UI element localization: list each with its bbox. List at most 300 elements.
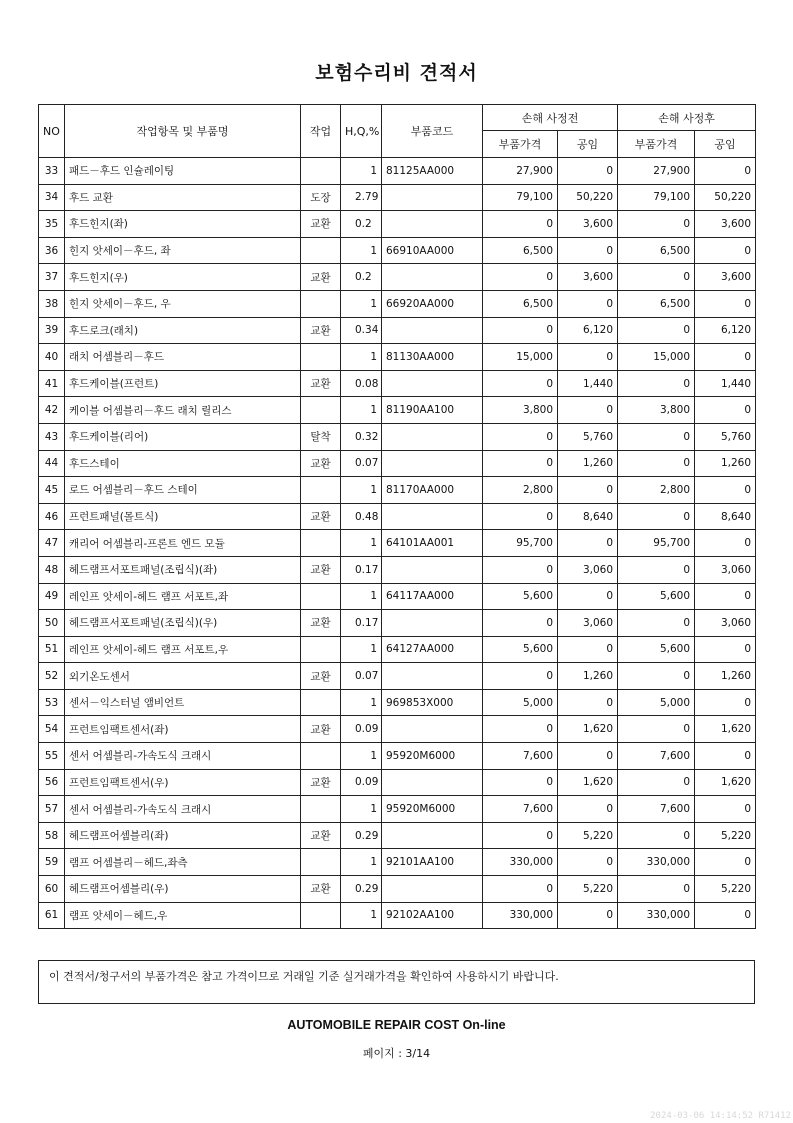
row-after-part-price: 0 <box>618 370 695 397</box>
row-after-part-price: 330,000 <box>618 849 695 876</box>
header-code: 부품코드 <box>382 105 483 158</box>
row-item-name: 힌지 앗세이－후드, 좌 <box>65 237 301 264</box>
row-before-labor: 0 <box>558 237 618 264</box>
row-hq: 0.09 <box>341 716 382 743</box>
row-item-name: 센서 어셈블리-가속도식 크래시 <box>65 743 301 770</box>
row-no: 59 <box>39 849 65 876</box>
row-before-part-price: 5,600 <box>483 583 558 610</box>
row-before-part-price: 0 <box>483 663 558 690</box>
row-no: 48 <box>39 556 65 583</box>
table-row <box>39 397 756 424</box>
row-no: 39 <box>39 317 65 344</box>
row-part-code: 969853X000 <box>382 689 483 716</box>
row-before-labor: 0 <box>558 849 618 876</box>
row-part-code <box>382 184 483 211</box>
row-before-labor: 5,220 <box>558 876 618 903</box>
row-work-type <box>301 290 341 317</box>
row-after-labor: 0 <box>695 743 756 770</box>
row-after-labor: 1,260 <box>695 450 756 477</box>
row-after-part-price: 0 <box>618 423 695 450</box>
row-item-name: 램프 앗세이－헤드,우 <box>65 902 301 929</box>
row-hq: 0.29 <box>341 876 382 903</box>
row-work-type: 교환 <box>301 370 341 397</box>
row-item-name: 로드 어셈블리－후드 스테이 <box>65 477 301 504</box>
table-row <box>39 822 756 849</box>
row-no: 41 <box>39 370 65 397</box>
row-no: 38 <box>39 290 65 317</box>
row-item-name: 레인프 앗세이-헤드 램프 서포트,좌 <box>65 583 301 610</box>
row-before-part-price: 330,000 <box>483 849 558 876</box>
row-after-labor: 5,760 <box>695 423 756 450</box>
row-before-labor: 5,220 <box>558 822 618 849</box>
row-no: 53 <box>39 689 65 716</box>
row-part-code: 81190AA100 <box>382 397 483 424</box>
row-before-part-price: 0 <box>483 769 558 796</box>
row-after-part-price: 5,600 <box>618 636 695 663</box>
row-hq: 1 <box>341 743 382 770</box>
row-part-code <box>382 716 483 743</box>
row-after-part-price: 6,500 <box>618 290 695 317</box>
table-row <box>39 317 756 344</box>
footer-brand: AUTOMOBILE REPAIR COST On-line <box>287 1018 506 1032</box>
row-no: 60 <box>39 876 65 903</box>
row-before-labor: 0 <box>558 902 618 929</box>
row-hq: 1 <box>341 397 382 424</box>
row-after-part-price: 0 <box>618 822 695 849</box>
row-item-name: 래치 어셈블리－후드 <box>65 344 301 371</box>
row-hq: 2.79 <box>341 184 382 211</box>
row-item-name: 캐리어 어셈블리-프론트 엔드 모듈 <box>65 530 301 557</box>
row-no: 56 <box>39 769 65 796</box>
row-before-labor: 50,220 <box>558 184 618 211</box>
row-before-labor: 0 <box>558 158 618 185</box>
row-item-name: 프런트패널(몰트식) <box>65 503 301 530</box>
table-row <box>39 530 756 557</box>
row-work-type <box>301 158 341 185</box>
row-work-type <box>301 849 341 876</box>
row-before-part-price: 7,600 <box>483 796 558 823</box>
row-work-type: 교환 <box>301 716 341 743</box>
row-hq: 1 <box>341 689 382 716</box>
row-after-labor: 6,120 <box>695 317 756 344</box>
row-hq: 0.17 <box>341 610 382 637</box>
row-before-part-price: 0 <box>483 716 558 743</box>
row-work-type: 교환 <box>301 822 341 849</box>
row-part-code: 95920M6000 <box>382 796 483 823</box>
row-work-type: 교환 <box>301 503 341 530</box>
row-before-part-price: 27,900 <box>483 158 558 185</box>
row-before-part-price: 0 <box>483 503 558 530</box>
row-after-labor: 0 <box>695 237 756 264</box>
row-item-name: 후드케이블(리어) <box>65 423 301 450</box>
row-before-part-price: 3,800 <box>483 397 558 424</box>
row-work-type: 교환 <box>301 663 341 690</box>
row-after-labor: 0 <box>695 397 756 424</box>
row-after-labor: 0 <box>695 290 756 317</box>
table-row <box>39 423 756 450</box>
table-row <box>39 450 756 477</box>
row-after-labor: 1,620 <box>695 716 756 743</box>
row-after-labor: 0 <box>695 689 756 716</box>
row-part-code: 64101AA001 <box>382 530 483 557</box>
price-notice: 이 견적서/청구서의 부품가격은 참고 가격이므로 거래일 기준 실거래가격을 확인하여 사용하시기 바랍니다. <box>38 960 755 1004</box>
estimate-table <box>38 104 756 929</box>
row-work-type: 교환 <box>301 556 341 583</box>
row-before-part-price: 0 <box>483 211 558 238</box>
table-row <box>39 370 756 397</box>
row-before-labor: 0 <box>558 344 618 371</box>
row-part-code <box>382 876 483 903</box>
row-after-part-price: 79,100 <box>618 184 695 211</box>
row-hq: 1 <box>341 290 382 317</box>
row-before-part-price: 0 <box>483 317 558 344</box>
row-no: 34 <box>39 184 65 211</box>
row-after-part-price: 0 <box>618 503 695 530</box>
row-before-part-price: 0 <box>483 264 558 291</box>
row-before-labor: 1,440 <box>558 370 618 397</box>
row-part-code: 92101AA100 <box>382 849 483 876</box>
row-no: 55 <box>39 743 65 770</box>
row-hq: 0.48 <box>341 503 382 530</box>
table-row <box>39 237 756 264</box>
header-before-part-price: 부품가격 <box>483 131 558 158</box>
row-after-part-price: 0 <box>618 876 695 903</box>
row-work-type: 교환 <box>301 264 341 291</box>
row-before-part-price: 330,000 <box>483 902 558 929</box>
row-no: 36 <box>39 237 65 264</box>
row-work-type <box>301 636 341 663</box>
row-hq: 0.29 <box>341 822 382 849</box>
row-after-labor: 0 <box>695 583 756 610</box>
row-hq: 0.32 <box>341 423 382 450</box>
row-work-type <box>301 530 341 557</box>
table-row <box>39 583 756 610</box>
table-header <box>39 105 756 158</box>
row-after-part-price: 0 <box>618 317 695 344</box>
table-row <box>39 344 756 371</box>
row-hq: 0.07 <box>341 663 382 690</box>
row-no: 37 <box>39 264 65 291</box>
row-part-code: 81170AA000 <box>382 477 483 504</box>
row-item-name: 램프 어셈블리－헤드,좌측 <box>65 849 301 876</box>
print-timestamp: 2024-03-06 14:14:52 R71412 <box>650 1111 791 1121</box>
row-part-code <box>382 503 483 530</box>
row-before-part-price: 0 <box>483 876 558 903</box>
row-before-labor: 1,260 <box>558 663 618 690</box>
row-after-labor: 0 <box>695 902 756 929</box>
row-no: 51 <box>39 636 65 663</box>
row-work-type: 교환 <box>301 450 341 477</box>
row-before-part-price: 15,000 <box>483 344 558 371</box>
row-before-part-price: 0 <box>483 423 558 450</box>
row-after-labor: 3,600 <box>695 211 756 238</box>
table-row <box>39 902 756 929</box>
row-before-labor: 0 <box>558 583 618 610</box>
row-hq: 1 <box>341 344 382 371</box>
row-before-labor: 0 <box>558 636 618 663</box>
row-work-type: 교환 <box>301 876 341 903</box>
row-after-labor: 0 <box>695 477 756 504</box>
row-part-code <box>382 317 483 344</box>
row-after-part-price: 0 <box>618 769 695 796</box>
row-item-name: 프런트임팩트센서(우) <box>65 769 301 796</box>
row-work-type: 도장 <box>301 184 341 211</box>
row-part-code: 92102AA100 <box>382 902 483 929</box>
row-part-code <box>382 423 483 450</box>
row-item-name: 센서 어셈블리-가속도식 크래시 <box>65 796 301 823</box>
row-before-labor: 1,620 <box>558 769 618 796</box>
row-no: 40 <box>39 344 65 371</box>
row-no: 58 <box>39 822 65 849</box>
row-part-code: 95920M6000 <box>382 743 483 770</box>
row-after-part-price: 2,800 <box>618 477 695 504</box>
row-item-name: 센서－익스터널 앰비언트 <box>65 689 301 716</box>
row-before-labor: 1,620 <box>558 716 618 743</box>
row-after-labor: 0 <box>695 344 756 371</box>
row-part-code: 64117AA000 <box>382 583 483 610</box>
row-before-part-price: 0 <box>483 370 558 397</box>
row-item-name: 헤드램프어셈블리(좌) <box>65 822 301 849</box>
table-row <box>39 610 756 637</box>
row-after-labor: 0 <box>695 849 756 876</box>
table-row <box>39 849 756 876</box>
row-after-part-price: 0 <box>618 663 695 690</box>
row-work-type <box>301 344 341 371</box>
row-after-labor: 50,220 <box>695 184 756 211</box>
row-work-type: 교환 <box>301 317 341 344</box>
row-after-part-price: 0 <box>618 716 695 743</box>
row-before-labor: 0 <box>558 397 618 424</box>
row-no: 61 <box>39 902 65 929</box>
row-item-name: 케이블 어셈블리－후드 래치 릴리스 <box>65 397 301 424</box>
table-row <box>39 796 756 823</box>
row-no: 33 <box>39 158 65 185</box>
table-row <box>39 663 756 690</box>
row-item-name: 후드케이블(프런트) <box>65 370 301 397</box>
row-hq: 1 <box>341 477 382 504</box>
row-work-type: 탈착 <box>301 423 341 450</box>
row-item-name: 헤드램프서포트패널(조립식)(우) <box>65 610 301 637</box>
row-after-part-price: 0 <box>618 211 695 238</box>
document-title: 보험수리비 견적서 <box>315 62 478 84</box>
row-before-part-price: 95,700 <box>483 530 558 557</box>
row-before-labor: 3,060 <box>558 556 618 583</box>
table-row <box>39 769 756 796</box>
row-part-code <box>382 663 483 690</box>
table-row <box>39 689 756 716</box>
table-row <box>39 184 756 211</box>
row-hq: 0.2 <box>341 264 382 291</box>
header-after-part-price: 부품가격 <box>618 131 695 158</box>
row-after-part-price: 95,700 <box>618 530 695 557</box>
row-no: 52 <box>39 663 65 690</box>
row-item-name: 헤드램프어셈블리(우) <box>65 876 301 903</box>
table-row <box>39 716 756 743</box>
row-before-labor: 5,760 <box>558 423 618 450</box>
row-before-part-price: 0 <box>483 450 558 477</box>
row-no: 45 <box>39 477 65 504</box>
row-after-part-price: 15,000 <box>618 344 695 371</box>
row-hq: 0.08 <box>341 370 382 397</box>
row-item-name: 힌지 앗세이－후드, 우 <box>65 290 301 317</box>
row-before-labor: 3,060 <box>558 610 618 637</box>
row-after-labor: 0 <box>695 796 756 823</box>
header-after-labor: 공임 <box>695 131 756 158</box>
row-after-labor: 0 <box>695 530 756 557</box>
row-before-labor: 0 <box>558 290 618 317</box>
header-hq: H,Q,% <box>341 105 382 158</box>
row-no: 57 <box>39 796 65 823</box>
row-after-labor: 5,220 <box>695 876 756 903</box>
table-row <box>39 290 756 317</box>
row-before-labor: 1,260 <box>558 450 618 477</box>
table-row <box>39 636 756 663</box>
row-before-part-price: 7,600 <box>483 743 558 770</box>
row-item-name: 헤드램프서포트패널(조립식)(좌) <box>65 556 301 583</box>
table-row <box>39 158 756 185</box>
row-item-name: 후드로크(래치) <box>65 317 301 344</box>
row-after-labor: 8,640 <box>695 503 756 530</box>
row-before-part-price: 0 <box>483 556 558 583</box>
table-row <box>39 556 756 583</box>
header-no: NO <box>39 105 65 158</box>
table-row <box>39 743 756 770</box>
row-before-part-price: 5,600 <box>483 636 558 663</box>
row-work-type: 교환 <box>301 610 341 637</box>
row-after-labor: 0 <box>695 636 756 663</box>
row-hq: 1 <box>341 796 382 823</box>
row-before-part-price: 2,800 <box>483 477 558 504</box>
row-work-type <box>301 583 341 610</box>
row-part-code <box>382 610 483 637</box>
row-part-code: 66910AA000 <box>382 237 483 264</box>
row-hq: 1 <box>341 902 382 929</box>
row-after-labor: 3,060 <box>695 610 756 637</box>
row-item-name: 후드 교환 <box>65 184 301 211</box>
header-before-labor: 공임 <box>558 131 618 158</box>
row-after-part-price: 5,000 <box>618 689 695 716</box>
header-work: 작업 <box>301 105 341 158</box>
row-before-labor: 0 <box>558 689 618 716</box>
row-after-part-price: 0 <box>618 610 695 637</box>
row-no: 46 <box>39 503 65 530</box>
row-after-labor: 1,260 <box>695 663 756 690</box>
row-before-part-price: 6,500 <box>483 237 558 264</box>
row-after-labor: 3,060 <box>695 556 756 583</box>
row-work-type: 교환 <box>301 769 341 796</box>
row-after-labor: 1,620 <box>695 769 756 796</box>
row-hq: 1 <box>341 158 382 185</box>
row-no: 47 <box>39 530 65 557</box>
row-part-code <box>382 822 483 849</box>
row-part-code <box>382 211 483 238</box>
row-after-part-price: 3,800 <box>618 397 695 424</box>
row-hq: 0.09 <box>341 769 382 796</box>
row-part-code: 81130AA000 <box>382 344 483 371</box>
row-before-labor: 0 <box>558 796 618 823</box>
row-before-part-price: 5,000 <box>483 689 558 716</box>
table-row <box>39 477 756 504</box>
row-work-type <box>301 477 341 504</box>
row-after-part-price: 6,500 <box>618 237 695 264</box>
header-before: 손해 사정전 <box>483 105 618 131</box>
row-before-labor: 6,120 <box>558 317 618 344</box>
row-work-type <box>301 237 341 264</box>
header-item: 작업항목 및 부품명 <box>65 105 301 158</box>
row-hq: 1 <box>341 849 382 876</box>
table-body <box>39 158 756 929</box>
row-before-part-price: 79,100 <box>483 184 558 211</box>
row-no: 50 <box>39 610 65 637</box>
row-before-labor: 0 <box>558 530 618 557</box>
row-no: 42 <box>39 397 65 424</box>
row-part-code <box>382 450 483 477</box>
row-item-name: 패드－후드 인슐레이팅 <box>65 158 301 185</box>
row-part-code: 64127AA000 <box>382 636 483 663</box>
row-item-name: 프런트임팩트센서(좌) <box>65 716 301 743</box>
row-no: 54 <box>39 716 65 743</box>
row-work-type <box>301 397 341 424</box>
row-after-labor: 1,440 <box>695 370 756 397</box>
header-after: 손해 사정후 <box>618 105 756 131</box>
row-no: 44 <box>39 450 65 477</box>
row-before-labor: 8,640 <box>558 503 618 530</box>
row-no: 35 <box>39 211 65 238</box>
row-item-name: 후드스테이 <box>65 450 301 477</box>
row-part-code <box>382 556 483 583</box>
row-before-part-price: 6,500 <box>483 290 558 317</box>
row-hq: 1 <box>341 583 382 610</box>
row-hq: 1 <box>341 530 382 557</box>
row-after-labor: 3,600 <box>695 264 756 291</box>
row-after-part-price: 0 <box>618 264 695 291</box>
row-item-name: 외기온도센서 <box>65 663 301 690</box>
row-work-type: 교환 <box>301 211 341 238</box>
row-before-labor: 0 <box>558 477 618 504</box>
row-no: 43 <box>39 423 65 450</box>
row-part-code: 66920AA000 <box>382 290 483 317</box>
row-item-name: 후드힌지(우) <box>65 264 301 291</box>
row-before-part-price: 0 <box>483 822 558 849</box>
row-hq: 0.2 <box>341 211 382 238</box>
row-item-name: 레인프 앗세이-헤드 램프 서포트,우 <box>65 636 301 663</box>
row-work-type <box>301 743 341 770</box>
row-before-part-price: 0 <box>483 610 558 637</box>
row-after-part-price: 7,600 <box>618 743 695 770</box>
row-after-part-price: 330,000 <box>618 902 695 929</box>
row-before-labor: 3,600 <box>558 211 618 238</box>
table-row <box>39 876 756 903</box>
row-after-labor: 5,220 <box>695 822 756 849</box>
row-hq: 1 <box>341 237 382 264</box>
row-work-type <box>301 689 341 716</box>
row-after-part-price: 7,600 <box>618 796 695 823</box>
page-number: 페이지 : 3/14 <box>362 1047 431 1060</box>
table-row <box>39 211 756 238</box>
row-after-part-price: 0 <box>618 450 695 477</box>
row-after-labor: 0 <box>695 158 756 185</box>
row-before-labor: 3,600 <box>558 264 618 291</box>
row-item-name: 후드힌지(좌) <box>65 211 301 238</box>
row-before-labor: 0 <box>558 743 618 770</box>
row-hq: 0.34 <box>341 317 382 344</box>
row-no: 49 <box>39 583 65 610</box>
row-hq: 1 <box>341 636 382 663</box>
table-row <box>39 264 756 291</box>
row-after-part-price: 27,900 <box>618 158 695 185</box>
row-part-code: 81125AA000 <box>382 158 483 185</box>
row-work-type <box>301 902 341 929</box>
